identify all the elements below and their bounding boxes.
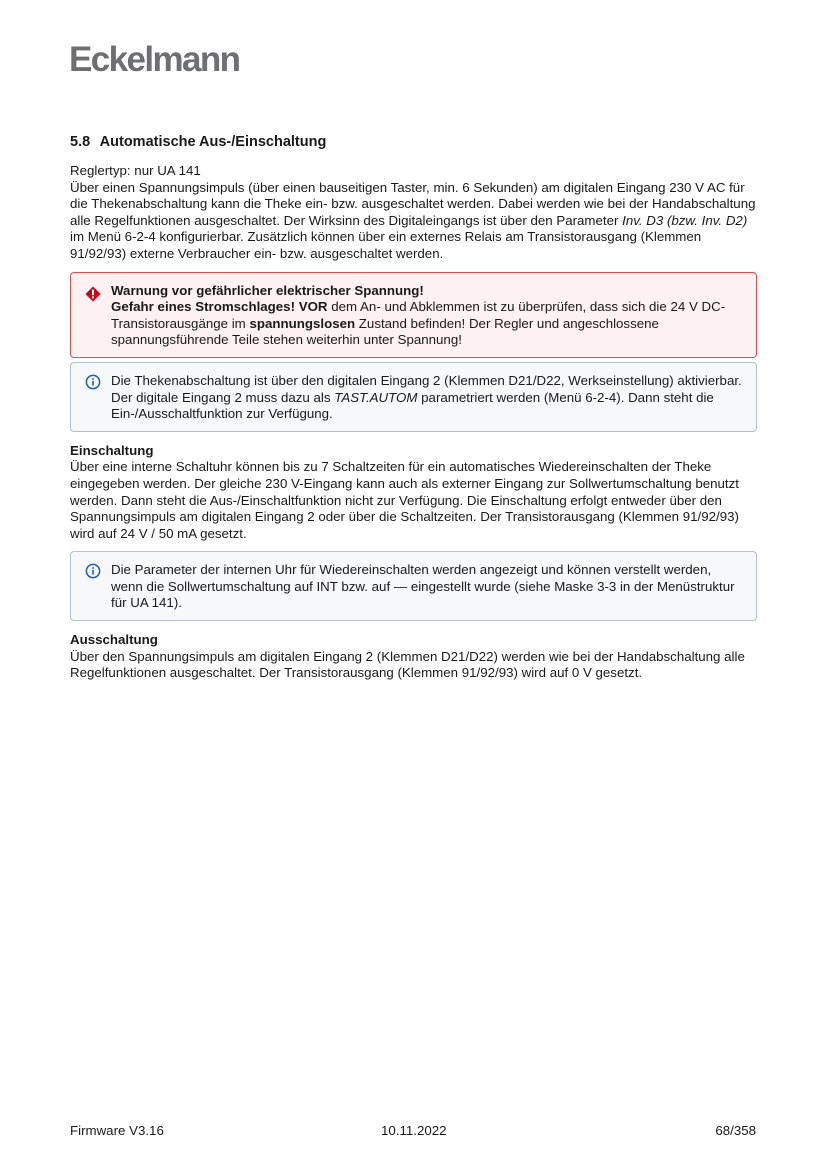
footer-firmware: Firmware V3.16 bbox=[70, 1123, 164, 1138]
warning-text bbox=[111, 299, 744, 349]
section-heading bbox=[70, 132, 757, 152]
warning-diamond-icon bbox=[85, 286, 101, 302]
footer-date: 10.11.2022 bbox=[381, 1123, 447, 1138]
intro-paragraph bbox=[70, 180, 757, 263]
warning-bold-2: spannungslosen bbox=[249, 315, 356, 331]
info1-italic: TAST.AUTOM bbox=[334, 389, 418, 405]
page-footer bbox=[70, 1123, 756, 1139]
warning-title-text: Warnung vor gefährlicher elektrischer Spannung! bbox=[111, 282, 424, 298]
intro-text-end: im Menü 6-2-4 konfigurierbar. Zusätzlich können über ein externes Relais am Transistorausgang (Klemmen 91/92/93) externe Verbraucher ein- bzw. ausgeschaltet werden. bbox=[70, 229, 702, 261]
info-box-2 bbox=[70, 551, 757, 621]
section-title: Automatische Aus-/Einschaltung bbox=[99, 134, 327, 150]
parameter-name: Inv. D3 (bzw. Inv. D2) bbox=[622, 212, 748, 228]
info-text-2: Die Parameter der internen Uhr für Wiedereinschalten werden angezeigt und können verstellt werden, wenn die Sollwertumschaltung auf INT bzw. auf — eingestellt wurde (siehe Maske 3-3 in der Menüstruktur für UA 141). bbox=[111, 562, 735, 611]
regler-type: Reglertyp: nur UA 141 bbox=[70, 163, 201, 178]
ausschaltung-heading: Ausschaltung bbox=[70, 632, 158, 648]
ausschaltung-text: Über den Spannungsimpuls am digitalen Eingang 2 (Klemmen D21/D22) werden wie bei der Handabschaltung alle Regelfunktionen ausgeschaltet. Der Transistorausgang (Klemmen 91/92/93) wird auf 0 V gesetzt. bbox=[70, 648, 745, 681]
warning-box bbox=[70, 272, 757, 358]
section-number: 5.8 bbox=[70, 134, 91, 150]
info1-text-a: Die Thekenabschaltung ist über den digitalen Eingang 2 (Klemmen D21/D22, Werkseinstellung) aktivierbar. Der digitale Eingang 2 muss dazu als bbox=[111, 372, 742, 405]
company-logo: Eckelmann bbox=[69, 40, 240, 79]
warning-text-1: dem An- und Abklemmen ist zu überprüfen, dass sich die 24 V DC-Transistorausgänge im bbox=[111, 299, 726, 331]
warning-bold-1: Gefahr eines Stromschlages! VOR bbox=[111, 299, 328, 315]
info-text-1 bbox=[111, 373, 744, 423]
einschaltung-text: Über eine interne Schaltuhr können bis zu 7 Schaltzeiten für ein automatisches Wiedereinschalten der Theke eingegeben werden. Der gleiche 230 V-Eingang kann auch als externer Eingang zur Sollwertumschaltung benutzt werden. Dann steht die Aus-/Einschaltfunktion nicht zur Verfügung. Die Einschaltung erfolgt entweder über den Spannungsimpuls am digitalen Eingang 2 oder über die Schaltzeiten. Der Transistorausgang (Klemmen 91/92/93) wird auf 24 V / 50 mA gesetzt. bbox=[70, 459, 739, 541]
footer-page-number: 68/358 bbox=[715, 1123, 756, 1138]
einschaltung-heading: Einschaltung bbox=[70, 442, 154, 458]
intro-text: Über einen Spannungsimpuls (über einen bauseitigen Taster, min. 6 Sekunden) am digitalen Eingang 230 V AC für die Thekenabschaltung kann die Theke ein- bzw. ausgeschaltet werden. Dabei werden wie bei der Handabschaltung alle Regelfunktionen ausgeschaltet. Der Wirksinn des Digitaleingangs ist über den Parameter bbox=[70, 179, 756, 228]
info-box-1 bbox=[70, 362, 757, 432]
page-content bbox=[70, 132, 757, 682]
info1-text-b: parametriert werden (Menü 6-2-4). Dann steht die Ein-/Ausschaltfunktion zur Verfügung. bbox=[111, 389, 714, 422]
info-circle-icon bbox=[85, 374, 101, 390]
info-circle-icon bbox=[85, 563, 101, 579]
warning-title bbox=[111, 283, 744, 300]
warning-text-2: Zustand befinden! Der Regler und angeschlossene spannungsführende Teile stehen weiterhin unter Spannung! bbox=[111, 315, 659, 348]
